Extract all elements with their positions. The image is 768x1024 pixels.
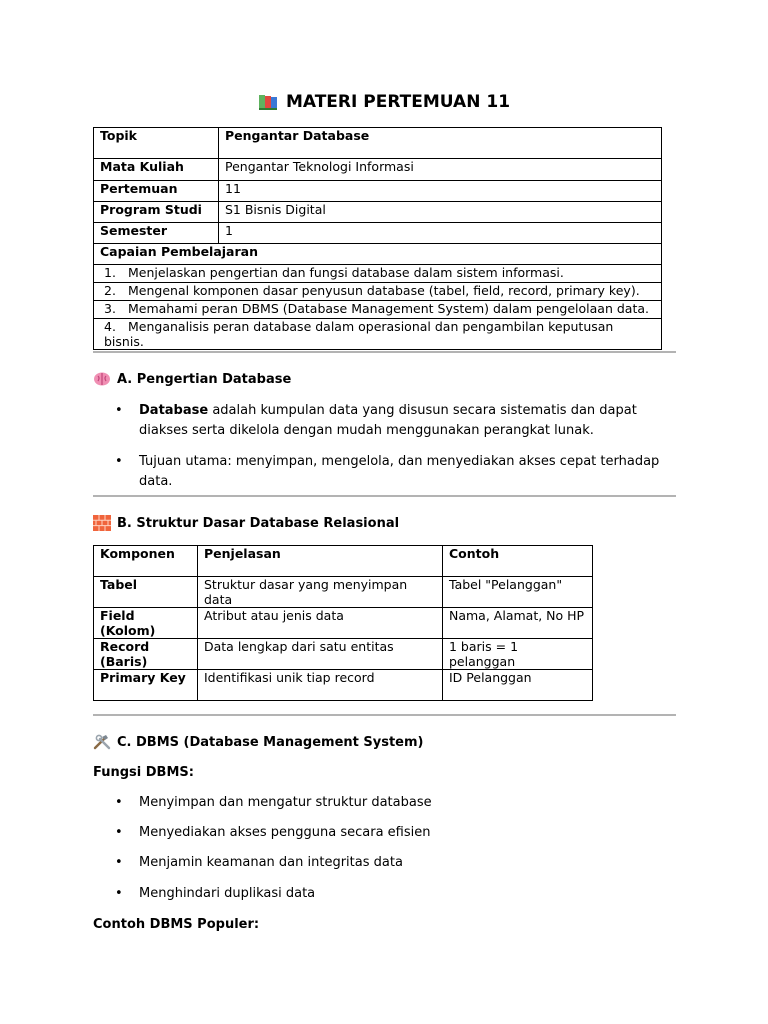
- table-cell: Data lengkap dari satu entitas: [198, 639, 443, 670]
- capaian-label: Capaian Pembelajaran: [94, 244, 662, 265]
- info-label: Mata Kuliah: [94, 159, 219, 181]
- bullet-marker: •: [115, 454, 123, 469]
- tools-icon: [93, 734, 111, 750]
- info-label: Semester: [94, 223, 219, 244]
- table-cell: Tabel: [94, 577, 198, 608]
- bullet-marker: •: [115, 403, 123, 418]
- table-cell: Field (Kolom): [94, 608, 198, 639]
- table-header-row: [94, 546, 593, 577]
- bricks-icon: [93, 515, 111, 531]
- table-cell: Nama, Alamat, No HP: [443, 608, 593, 639]
- list-item: [115, 793, 695, 813]
- info-value: Pengantar Database: [219, 128, 662, 159]
- info-value: Pengantar Teknologi Informasi: [219, 159, 662, 181]
- info-row-semester: [94, 223, 662, 244]
- objective-row: [94, 319, 662, 350]
- table-cell: Primary Key: [94, 670, 198, 701]
- info-row-mata-kuliah: [94, 159, 662, 181]
- definition-text: adalah kumpulan data yang disusun secara sistematis dan dapat diakses serta dikelola dengan mudah menggunakan perangkat lunak.: [139, 403, 637, 438]
- list-item: [115, 401, 675, 441]
- bullet-marker: •: [115, 855, 123, 870]
- bullet-marker: •: [115, 825, 123, 840]
- objective-number: 1.: [104, 265, 116, 280]
- table-cell: Identifikasi unik tiap record: [198, 670, 443, 701]
- table-row: [94, 577, 593, 608]
- list-item: [115, 853, 695, 873]
- document-title: [0, 88, 768, 116]
- table-row: [94, 608, 593, 639]
- section-b-heading: [93, 515, 399, 531]
- objective-text: Mengenal komponen dasar penyusun database (tabel, field, record, primary key).: [128, 283, 640, 298]
- fungsi-text: Menjamin keamanan dan integritas data: [139, 855, 403, 870]
- fungsi-text: Menyediakan akses pengguna secara efisien: [139, 825, 431, 840]
- column-header: Contoh: [443, 546, 593, 577]
- term-database: Database: [139, 403, 209, 418]
- bullet-marker: •: [115, 886, 123, 901]
- objective-text: Menjelaskan pengertian dan fungsi database dalam sistem informasi.: [128, 265, 564, 280]
- objective-number: 4.: [104, 319, 116, 334]
- section-divider: [93, 714, 676, 716]
- purpose-text: Tujuan utama: menyimpan, mengelola, dan menyediakan akses cepat terhadap data.: [139, 454, 660, 489]
- info-label: Pertemuan: [94, 181, 219, 202]
- structure-table: [93, 545, 593, 701]
- section-divider: [93, 495, 676, 497]
- list-item: [115, 823, 695, 843]
- info-row-pertemuan: [94, 181, 662, 202]
- objective-row: [94, 265, 662, 283]
- objective-text: Menganalisis peran database dalam operasional dan pengambilan keputusan bisnis.: [104, 319, 614, 349]
- info-value: S1 Bisnis Digital: [219, 202, 662, 223]
- info-label: Topik: [94, 128, 219, 159]
- list-item: [115, 884, 695, 904]
- section-b-title: B. Struktur Dasar Database Relasional: [117, 515, 400, 531]
- table-cell: Tabel "Pelanggan": [443, 577, 593, 608]
- table-cell: Atribut atau jenis data: [198, 608, 443, 639]
- column-header: Komponen: [94, 546, 198, 577]
- info-row-topik: [94, 128, 662, 159]
- fungsi-text: Menyimpan dan mengatur struktur database: [139, 795, 432, 810]
- objective-number: 2.: [104, 283, 116, 298]
- section-a-heading: [93, 371, 291, 387]
- info-value: 11: [219, 181, 662, 202]
- objective-row: [94, 301, 662, 319]
- section-c-heading: [93, 734, 424, 750]
- table-row: [94, 670, 593, 701]
- info-label: Program Studi: [94, 202, 219, 223]
- table-cell: 1 baris = 1 pelanggan: [443, 639, 593, 670]
- section-divider: [93, 351, 676, 353]
- title-text: MATERI PERTEMUAN 11: [285, 92, 511, 112]
- column-header: Penjelasan: [198, 546, 443, 577]
- brain-icon: [93, 371, 111, 387]
- info-row-program-studi: [94, 202, 662, 223]
- fungsi-label: Fungsi DBMS:: [93, 765, 194, 780]
- fungsi-text: Menghindari duplikasi data: [139, 886, 316, 901]
- section-c-title: C. DBMS (Database Management System): [117, 734, 424, 750]
- objective-text: Memahami peran DBMS (Database Management System) dalam pengelolaan data.: [128, 301, 649, 316]
- capaian-header-row: [94, 244, 662, 265]
- table-cell: ID Pelanggan: [443, 670, 593, 701]
- contoh-label: Contoh DBMS Populer:: [93, 917, 260, 932]
- course-info-table: [93, 127, 662, 350]
- info-value: 1: [219, 223, 662, 244]
- objective-number: 3.: [104, 301, 116, 316]
- section-a-title: A. Pengertian Database: [117, 371, 292, 387]
- bullet-marker: •: [115, 795, 123, 810]
- objective-row: [94, 283, 662, 301]
- table-row: [94, 639, 593, 670]
- books-icon: [258, 93, 278, 111]
- table-cell: Record (Baris): [94, 639, 198, 670]
- list-item: [115, 452, 695, 492]
- table-cell: Struktur dasar yang menyimpan data: [198, 577, 443, 608]
